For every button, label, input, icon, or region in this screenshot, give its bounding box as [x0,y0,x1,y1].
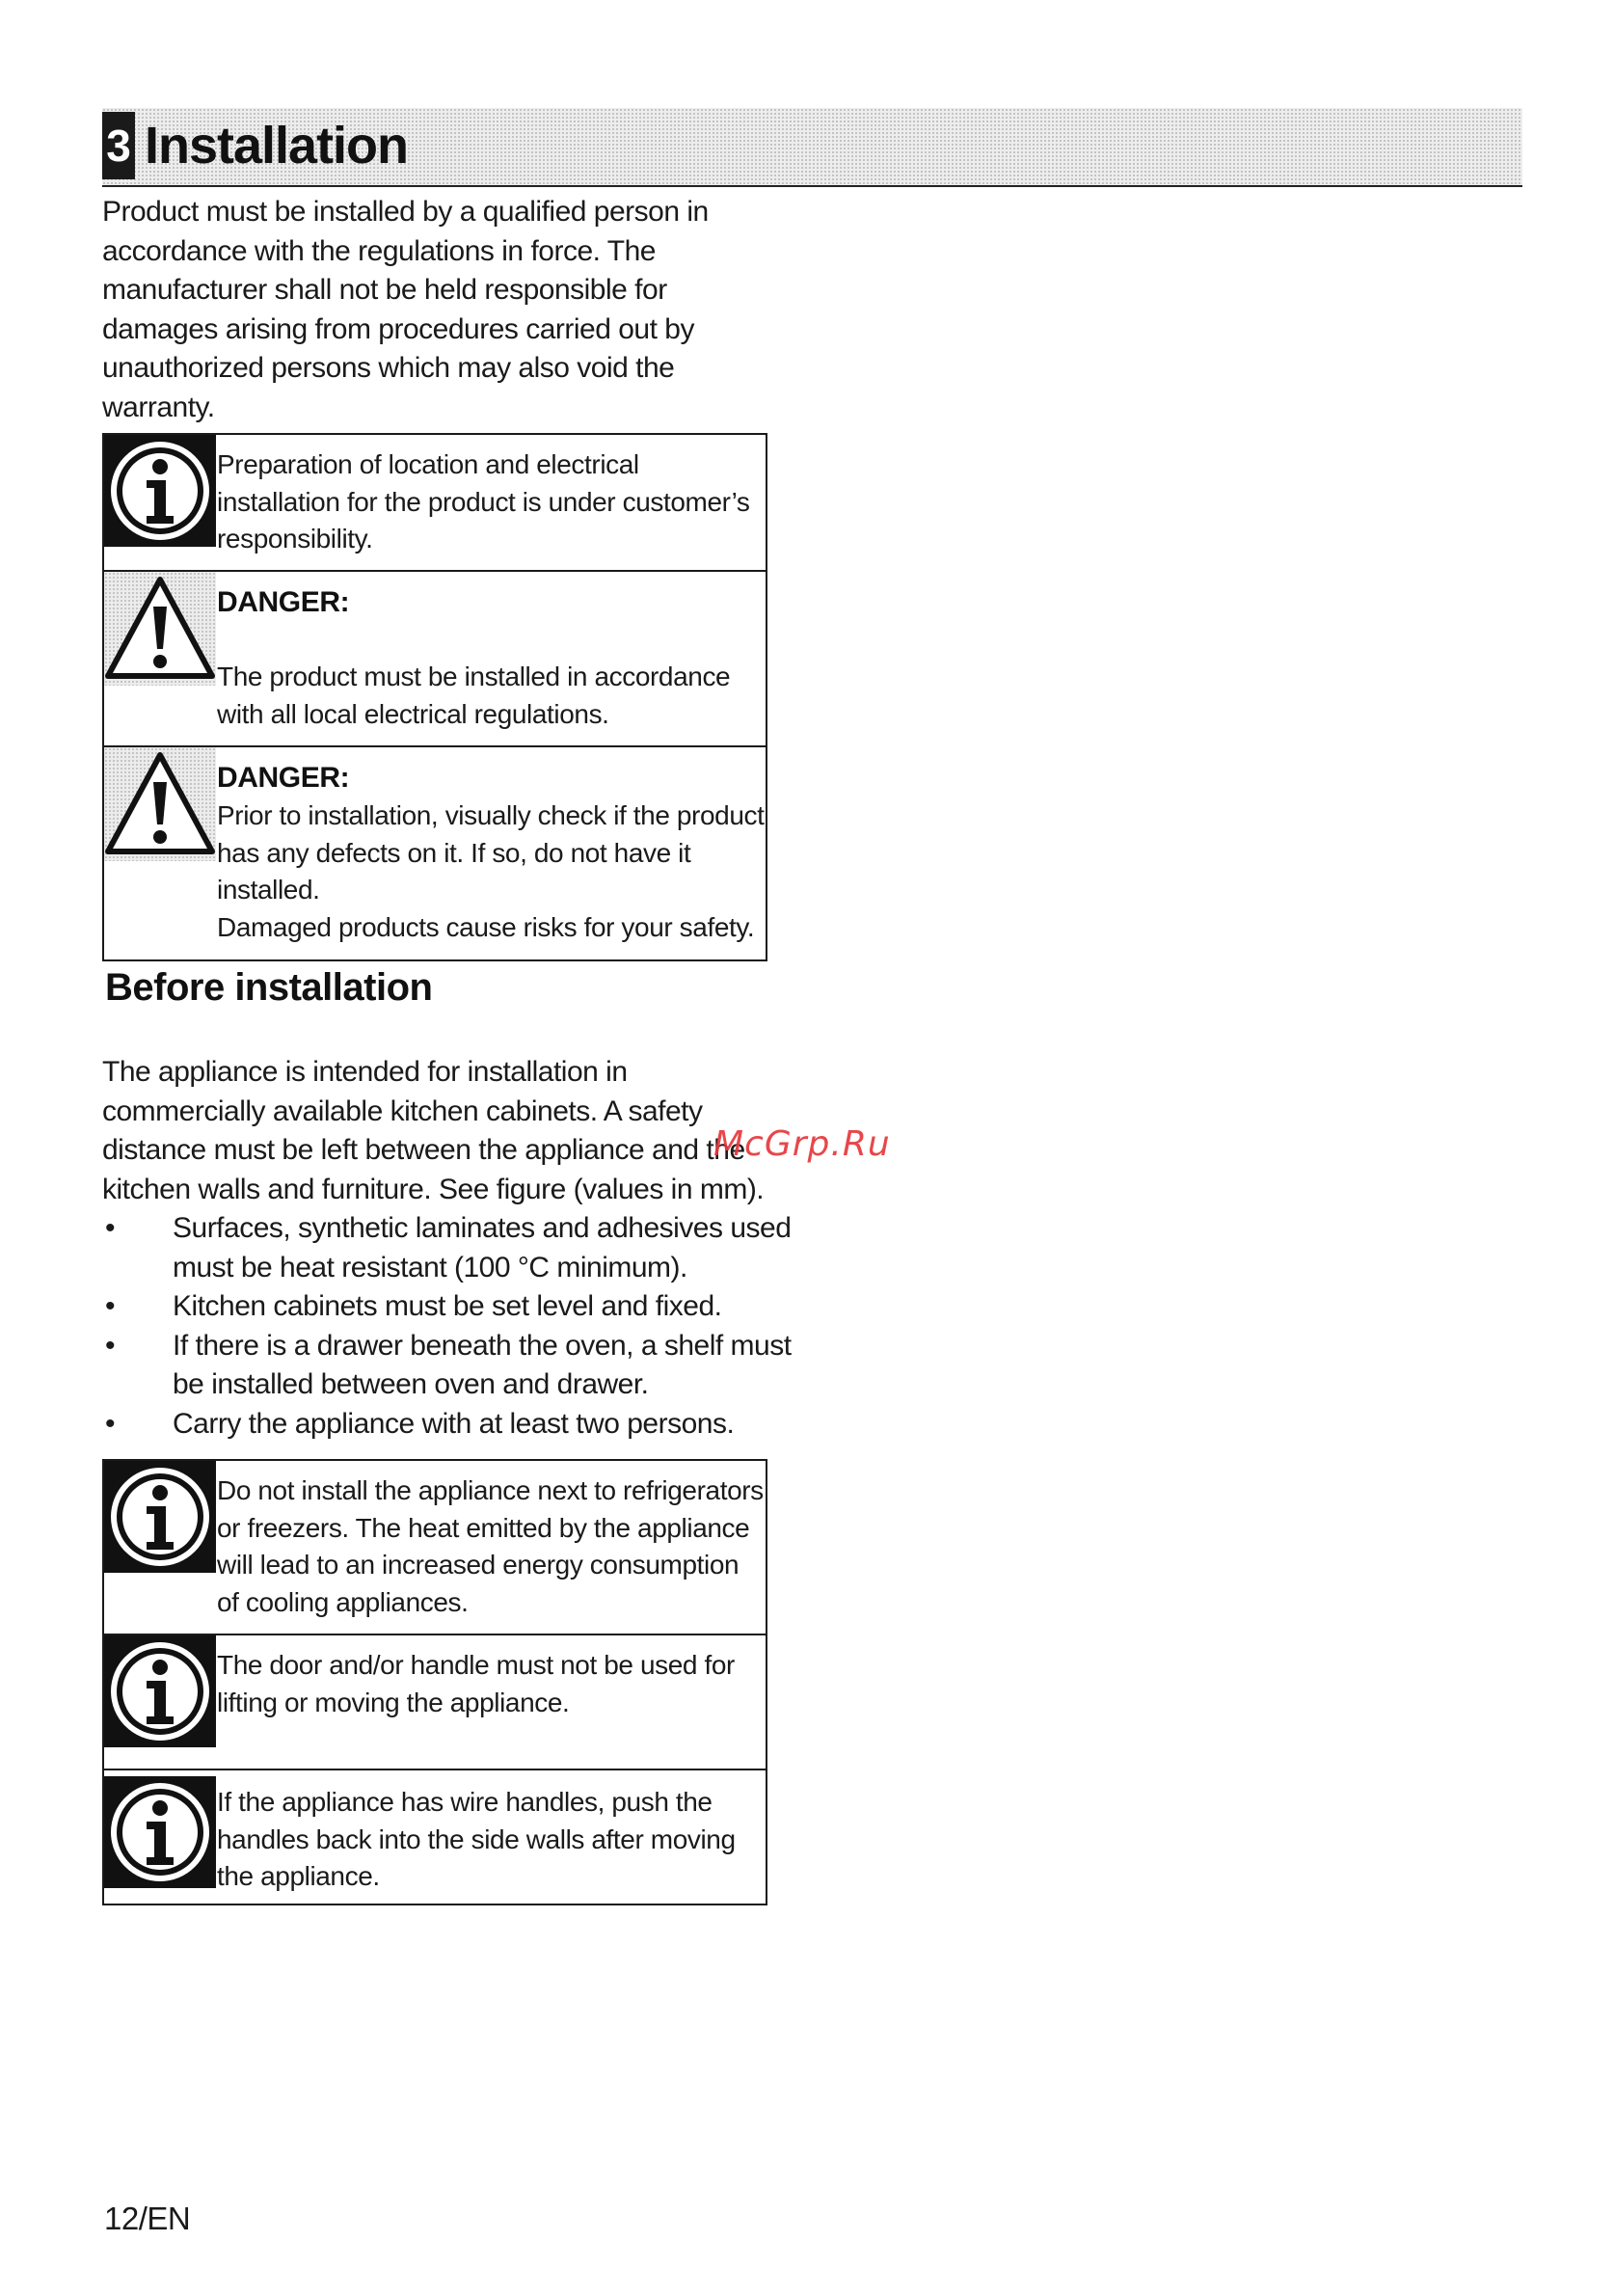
info-notice-text: Do not install the appliance next to refrigerators or freezers. The heat emitted by the appliance will lead to an increased energy consumption of cooling appliances. [217,1475,764,1617]
chapter-title: Installation [145,117,409,175]
danger-label: DANGER: [217,586,350,618]
list-item: • If there is a drawer beneath the oven, a shelf must be installed between oven and drawer. [102,1327,796,1405]
info-notice-text: Preparation of location and electrical installation for the product is under customer’s responsibility. [217,449,750,554]
info-notice-text: If the appliance has wire handles, push the handles back into the side walls after moving the appliance. [217,1787,736,1891]
danger-notice [104,747,766,959]
danger-notice-content [217,572,766,733]
section-body [102,1053,796,1444]
notice-box-bottom [102,1459,767,1905]
warning-icon [104,747,216,861]
info-icon [104,435,216,547]
danger-notice-text-2: Damaged products cause risks for your safety. [217,911,755,942]
danger-notice-text: The product must be installed in accordance with all local electrical regulations. [217,662,731,729]
watermark: McGrp.Ru [713,1124,891,1164]
chapter-number: 3 [102,112,135,179]
page-number: 12/EN [104,2201,191,2236]
info-notice-text: The door and/or handle must not be used for lifting or moving the appliance. [217,1650,735,1717]
info-notice [104,435,766,572]
danger-notice-text: Prior to installation, visually check if the product has any defects on it. If so, do not have it installed. [217,800,765,905]
list-item: • Kitchen cabinets must be set level and fixed. [102,1287,796,1327]
danger-notice-content [217,747,766,946]
section-paragraph: The appliance is intended for installation in commercially available kitchen cabinets. A safety distance must be left between the appliance and the kitchen walls and furniture. See figure (values in mm). [102,1056,765,1205]
info-icon [104,1776,216,1888]
warning-icon [104,572,216,686]
info-icon [104,1461,216,1573]
list-item: • Carry the appliance with at least two persons. [102,1405,796,1445]
info-notice [104,1461,766,1635]
danger-label: DANGER: [217,762,350,794]
intro-block [102,193,767,427]
intro-paragraph: Product must be installed by a qualified person in accordance with the regulations in force. The manufacturer shall not be held responsible for damages arising from procedures carried out by unauthorized persons which may also void the warranty. [102,196,709,423]
notice-box-top [102,433,767,961]
section-heading: Before installation [105,966,433,1009]
chapter-header [102,108,1522,187]
info-notice [104,1770,766,1904]
bullet-list [102,1209,796,1444]
info-notice [104,1635,766,1770]
info-icon [104,1635,216,1747]
list-item: • Surfaces, synthetic laminates and adhesives used must be heat resistant (100 °C minimum). [102,1209,796,1287]
danger-notice [104,572,766,747]
